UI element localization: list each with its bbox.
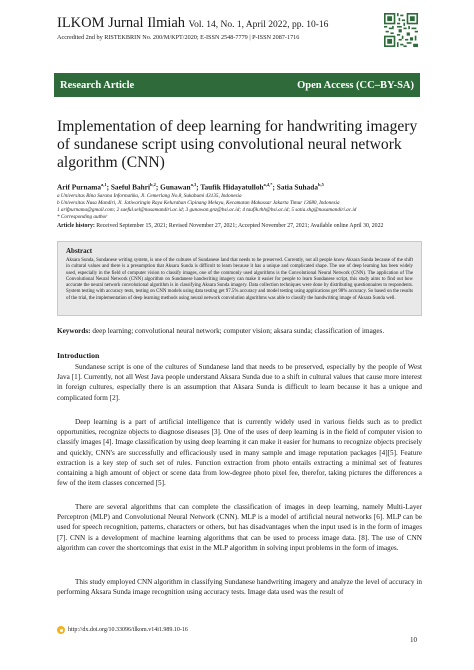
introduction-paragraph: There are several algorithms that can complete the classification of images in deep learning, namely Multi-Layer Perceptron (MLP) and Convolutional Neural Network (CNN). MLP is a model of artificial neural networks [6]. MLP can be used for speech recognition, patterns, characters or others, but has disadvantages when the input used is in the form of images [7]. CNN is a development of machine learning algorithms that can be used to process image data. [8]. The use of CNN algorithm can cover the shortcomings that exist in the MLP algorithm in solving input problems in the form of images. xyxy=(57,503,422,552)
qr-code-icon xyxy=(384,13,418,47)
author-list: Arif Purnama$^{a,1}$; Saeful Bahri$^{b,2}$; Gunawan$^{a,3}$; Taufik Hidayatulloh$^{a,4,*}$; Satia Suhada$^{b,5}$ xyxy=(57,182,324,192)
journal-title xyxy=(57,15,367,33)
author-name: Saeful Bahri xyxy=(110,182,150,192)
keywords-text: deep learning; convolutional neural network; computer vision; aksara sunda; classification of images. xyxy=(92,327,385,335)
abstract-box xyxy=(57,241,422,316)
introduction-paragraph: Sundanese script is one of the cultures of Sundanese land that needs to be preserved, especially by the people of West Java [1]. Currently, not all West Java people understand Aksara Sunda due to a shift in cultural values that cause more interest in foreign cultures, especially there is an assumption that Aksara Sunda is difficult to learn because it has a unique and complicated form [2]. xyxy=(57,363,422,402)
author-affiliation-mark: a,3 xyxy=(190,182,197,187)
journal-header xyxy=(57,15,367,42)
journal-name: ILKOM Jurnal Ilmiah xyxy=(57,15,186,31)
abstract-text: Aksara Sunda, Sundanese writing system, is one of the cultures of Sundanese land that needs to be preserved. Currently, not all people know Aksara Sunda because of the shift in cultural values and there is a presumption that Aksara Sunda is difficult to learn because it has a unique and complicated shape. The use of deep learning has been widely used, especially in the field of computer vision to classify images, one of the commonly used algorithms is the Convolutional Neural Network (CNN). The application of The Convolutional Neural Network (CNN) algorithm on Sundanese handwriting imagery can make it easier for people to learn Sundanese script, this study aims to find out how accurate the neural network convolutional algorithm is in classifying Aksara Sunda imagery. Data collection techniques were done by distributing questionnaires to respondents. System testing with accuracy tests, testing on CNN models using data testing get 97.5% accuracy and model testing using applications get 98% accuracy. So based on the results of the trial, the implementation of deep learning methods using neural network convolution algorithms was able to classify the handwriting image of Aksara Sunda well. xyxy=(66,258,413,301)
author-name: Arif Purnama xyxy=(57,182,101,192)
introduction-paragraph: Deep learning is a part of artificial intelligence that is currently widely used in various fields such as to predict opportunities, recognize objects to diagnose diseases [3]. One of the uses of deep learning is in the field of computer vision to classify images [4]. Image classification by using deep learning it can make it easier for humans to recognize objects precisely and quickly, CNN's are successfully and efficaciously used in many sample and image reputation packages [4][5]. Feature extraction is a key step of such set of rules. Function extraction from photo entails extracting a minimal set of features containing a high amount of object or scene data from low-degree photo pixel fee, therefor, taking pictures the differences a few of the item classes concerned [5]. xyxy=(57,418,422,488)
affiliation-line: b Universitas Nusa Mandiri, Jl. Jatiwaringin Raya Kelurahan Cipinang Melayu, Kecamatan Makassar Jakarta Timur 13680, Indonesia xyxy=(57,200,340,206)
doi-icon xyxy=(57,626,65,634)
author-affiliation-mark: a,4,* xyxy=(263,182,273,187)
introduction-paragraph: This study employed CNN algorithm in classifying Sundanese handwriting imagery and analyze the level of accuracy in performing Aksara Sunda image recognition using accuracy tests. Image data used was the result of xyxy=(57,578,422,597)
affiliations xyxy=(57,193,427,221)
article-title: Implementation of deep learning for handwriting imagery of sundanese script using convolutional neural network algorithm (CNN) xyxy=(57,118,418,171)
affiliation-line: a Universitas Bina Sarana Informatika, Jl. Cemerlang No.8, Sukabumi 43135, Indonesia xyxy=(57,193,242,199)
author-affiliation-mark: b,2 xyxy=(150,182,156,187)
article-history-dates: Received September 15, 2021; Revised November 27, 2021; Accepted November 27, 2021; Available online April 30, 2022 xyxy=(96,223,384,229)
research-article-label: Research Article xyxy=(60,79,135,91)
abstract-heading: Abstract xyxy=(66,247,93,255)
author-affiliation-mark: a,1 xyxy=(100,182,107,187)
keywords xyxy=(57,327,427,335)
author-name: Taufik Hidayatulloh xyxy=(200,182,264,192)
open-access-label: Open Access (CC–BY-SA) xyxy=(297,79,414,91)
article-history xyxy=(57,223,427,229)
author-emails: 1 arifpurnama@gmail.com; 2 saeful.sel@nusamandiri.ac.id; 3 gunawan.gnz@bsi.ac.id; 4 taufik.thh@bsi.ac.id; 5 satia.shg@nusamandiri.ac.id xyxy=(57,207,357,213)
keywords-label: Keywords: xyxy=(57,327,91,335)
journal-volume: Vol. 14, No. 1, April 2022, pp. 10-16 xyxy=(188,20,329,30)
journal-accreditation: Accredited 2nd by RISTEKBRIN No. 200/M/KPT/2020; E-ISSN 2548-7779 | P-ISSN 2087-1716 xyxy=(57,34,300,41)
corresponding-author-note: * Corresponding author xyxy=(57,214,108,220)
author-name: Gunawan xyxy=(160,182,191,192)
article-banner xyxy=(54,73,420,97)
author-affiliation-mark: b,5 xyxy=(317,182,324,187)
doi-link[interactable]: http://dx.doi.org/10.33096/ilkom.v14i1.989.10-16 xyxy=(68,627,188,633)
page-number: 10 xyxy=(410,636,417,644)
article-history-label: Article history: xyxy=(57,223,95,229)
introduction-heading: Introduction xyxy=(57,351,100,360)
author-name: Satia Suhada xyxy=(276,182,318,192)
doi-footer[interactable] xyxy=(57,626,188,634)
